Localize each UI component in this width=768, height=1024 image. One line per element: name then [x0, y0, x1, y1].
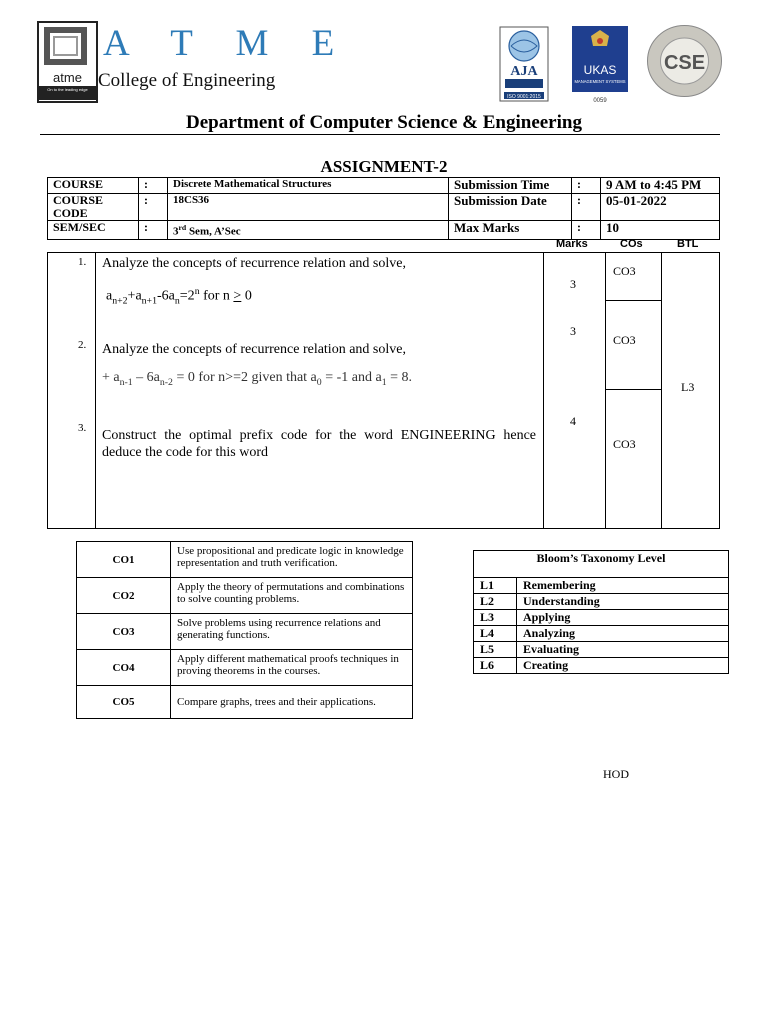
- ukas-text: UKAS: [583, 63, 617, 77]
- logo-frame-icon: [44, 27, 87, 65]
- btl-header: BTL: [677, 238, 699, 250]
- colon: :: [139, 221, 168, 240]
- ukas-certification-icon: [571, 26, 629, 104]
- course-code-value: 18CS36: [168, 194, 449, 221]
- course-info-table: [47, 177, 720, 240]
- marks-value: 3: [570, 324, 576, 338]
- btl-value: L3: [681, 380, 695, 394]
- max-marks-label: Max Marks: [449, 221, 572, 240]
- ukas-sub-text: MANAGEMENT SYSTEMS: [574, 79, 626, 84]
- table-row: L6 Creating: [474, 658, 729, 674]
- table-row: CO4 Apply different mathematical proofs techniques in proving theorems in the courses.: [77, 650, 413, 686]
- question-text: Analyze the concepts of recurrence relation and solve,: [102, 342, 406, 357]
- aja-iso-text: ISO 9001:2015: [507, 94, 541, 100]
- college-name: College of Engineering: [98, 70, 276, 91]
- hod-signature-label: HOD: [603, 767, 629, 781]
- submission-date-label: Submission Date: [449, 194, 572, 221]
- header-divider: [40, 134, 720, 135]
- course-label: COURSE: [48, 178, 139, 194]
- blooms-taxonomy-table: [473, 550, 729, 674]
- table-row: CO3 Solve problems using recurrence relations and generating functions.: [77, 614, 413, 650]
- colon: :: [139, 194, 168, 221]
- course-code-label: COURSE CODE: [48, 194, 139, 221]
- question-equation: $a_{n+2}+a_{n+1}-6a_n=2^n$ for n > 0: [106, 286, 252, 307]
- college-logo: [37, 21, 98, 103]
- brand-name: A T M E: [103, 23, 352, 64]
- course-outcomes-table: [76, 541, 413, 719]
- questions-table: [47, 252, 720, 529]
- table-row: L1 Remembering: [474, 578, 729, 594]
- table-row: CO2 Apply the theory of permutations and combinations to solve counting problems.: [77, 578, 413, 614]
- submission-time-label: Submission Time: [449, 178, 572, 194]
- question-equation: + $a_{n-1} - 6a_{n-2} = 0$ for n>=2 given that $a_0 = -1$ and $a_1 = 8$.: [102, 370, 412, 388]
- cos-header: COs: [620, 238, 643, 250]
- colon: :: [572, 178, 601, 194]
- colon: :: [572, 194, 601, 221]
- marks-value: 4: [570, 414, 576, 428]
- assignment-title: ASSIGNMENT-2: [320, 157, 448, 176]
- co-value: CO3: [613, 437, 636, 451]
- aja-certification-icon: [499, 26, 549, 102]
- submission-date-value: 05-01-2022: [601, 194, 720, 221]
- co-value: CO3: [613, 333, 636, 347]
- cse-text: CSE: [663, 52, 706, 74]
- marks-value: 3: [570, 277, 576, 291]
- question-number: 3.: [78, 422, 87, 434]
- table-row: CO5 Compare graphs, trees and their applications.: [77, 686, 413, 719]
- question-text: Construct the optimal prefix code for the word ENGINEERING hence deduce the code for this word: [102, 428, 536, 460]
- colon: :: [139, 178, 168, 194]
- sem-value: 3rd Sem, A’Sec: [168, 221, 449, 240]
- max-marks-value: 10: [601, 221, 720, 240]
- bloom-title: Bloom’s Taxonomy Level: [474, 551, 729, 578]
- table-row: L4 Analyzing: [474, 626, 729, 642]
- sem-label: SEM/SEC: [48, 221, 139, 240]
- question-text: Analyze the concepts of recurrence relation and solve,: [102, 256, 406, 271]
- table-row: L5 Evaluating: [474, 642, 729, 658]
- marks-header: Marks: [556, 238, 588, 250]
- question-number: 1.: [78, 256, 87, 268]
- table-row: L2 Understanding: [474, 594, 729, 610]
- co-value: CO3: [613, 264, 636, 278]
- logo-text: atme: [53, 70, 82, 85]
- ukas-number: 0059: [593, 98, 607, 104]
- department-title: Department of Computer Science & Engineering: [186, 112, 582, 133]
- course-value: Discrete Mathematical Structures: [168, 178, 449, 194]
- colon: :: [572, 221, 601, 240]
- table-row: L3 Applying: [474, 610, 729, 626]
- question-number: 2.: [78, 339, 87, 351]
- cse-department-icon: [646, 24, 723, 98]
- logo-tagline: On to the leading edge: [39, 86, 96, 100]
- submission-time-value: 9 AM to 4:45 PM: [601, 178, 720, 194]
- aja-text: AJA: [510, 64, 538, 79]
- table-row: CO1 Use propositional and predicate logic in knowledge representation and truth verification.: [77, 542, 413, 578]
